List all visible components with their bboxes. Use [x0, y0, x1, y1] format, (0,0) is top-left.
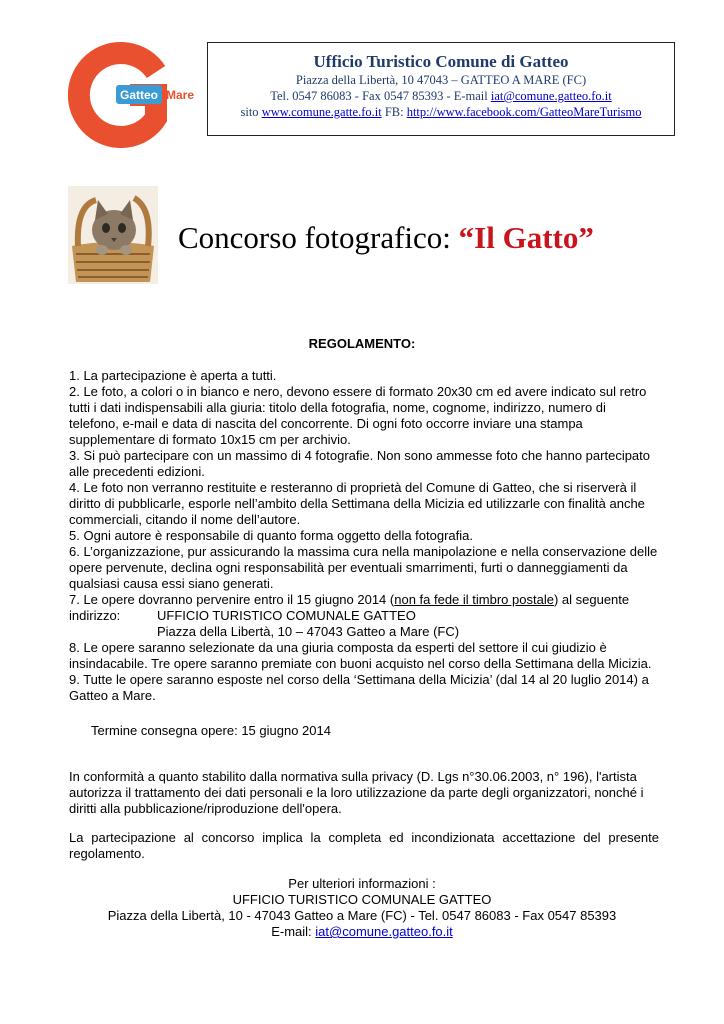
rules-list — [69, 368, 659, 704]
contact-address: Piazza della Libertà, 10 - 47043 Gatteo a Mare (FC) - Tel. 0547 86083 - Fax 0547 85393 — [107, 908, 617, 923]
rules-heading: REGOLAMENTO: — [308, 336, 416, 351]
rule-7-postmark-note: non fa fede il timbro postale — [394, 592, 554, 607]
header-email-link[interactable]: iat@comune.gatteo.fo.it — [490, 89, 612, 103]
address-street: Piazza della Libertà, 10 – 47043 Gatteo a Mare (FC) — [157, 624, 460, 639]
rule-6: 6. L’organizzazione, pur assicurando la massima cura nella manipolazione e nella conservazione delle opere pervenute, declina ogni responsabilità per eventuali smarrimenti, furti o danneggiamenti da qualsiasi causa essi siano generati. — [69, 544, 658, 591]
rule-3: 3. Si può partecipare con un massimo di 4 fotografie. Non sono ammesse foto che hanno partecipato alle precedenti edizioni. — [69, 448, 651, 479]
office-title: Ufficio Turistico Comune di Gatteo — [313, 52, 569, 71]
website-link[interactable]: www.comune.gatte.fo.it — [261, 105, 382, 119]
site-label: sito — [240, 105, 262, 119]
rule-7-text: 7. Le opere dovranno pervenire entro il 15 giugno 2014 ( — [69, 592, 395, 607]
contact-office: UFFICIO TURISTICO COMUNALE GATTEO — [232, 892, 492, 907]
contest-title-prefix: Concorso fotografico: — [178, 220, 459, 255]
cat-in-basket-image — [68, 186, 158, 284]
rule-5: 5. Ogni autore è responsabile di quanto forma oggetto della fotografia. — [69, 528, 473, 543]
rule-7-address — [69, 608, 659, 624]
contact-intro: Per ulteriori informazioni : — [288, 876, 436, 891]
logo-text-gatteo: Gatteo — [120, 88, 159, 102]
phone-fax-text: Tel. 0547 86083 - Fax 0547 85393 - E-mail — [270, 89, 491, 103]
address-office: UFFICIO TURISTICO COMUNALE GATTEO — [157, 608, 416, 623]
privacy-notice: In conformità a quanto stabilito dalla normativa sulla privacy (D. Lgs n°30.06.2003, n° 196), l'artista autorizza il trattamento dei dati personali e la loro utilizzazione da parte degli organizzatori, nonché i diritti alla pubblicazione/riproduzione dell'opera. — [69, 769, 644, 816]
logo-text-mare: Mare — [166, 88, 195, 102]
office-phone-line — [208, 88, 674, 104]
contact-info — [0, 876, 724, 940]
header-info-box — [207, 42, 675, 136]
address-label: indirizzo: — [69, 608, 121, 623]
rule-7 — [69, 592, 659, 608]
rule-8: 8. Le opere saranno selezionate da una giuria composta da esperti del settore il cui giudizio è insindacabile. Tre opere saranno premiate con buoni acquisto nel corso della Settimana della Micizia. — [69, 640, 652, 671]
rule-7-text-end: ) al seguente — [553, 592, 630, 607]
office-web-line — [208, 104, 674, 120]
deadline-note: Termine consegna opere: 15 giugno 2014 — [91, 723, 331, 738]
contact-email-link[interactable]: iat@comune.gatteo.fo.it — [315, 924, 453, 939]
rule-4: 4. Le foto non verranno restituite e resteranno di proprietà del Comune di Gatteo, che si riserverà il diritto di pubblicarle, esporle nell’ambito della Settimana della Micizia ed utilizzarle con finalità anche commerciali, citando il nome dell’autore. — [69, 480, 645, 527]
rule-9: 9. Tutte le opere saranno esposte nel corso della ‘Settimana della Micizia’ (dal 14 al 20 luglio 2014) a Gatteo a Mare. — [69, 672, 649, 703]
fb-label: FB: — [381, 105, 407, 119]
gatteo-mare-logo — [68, 40, 206, 148]
contest-title-name: “Il Gatto” — [458, 220, 594, 255]
contact-email-label: E-mail: — [271, 924, 316, 939]
contact-email-line — [0, 924, 724, 940]
rule-1: 1. La partecipazione è aperta a tutti. — [69, 368, 277, 383]
office-address: Piazza della Libertà, 10 47043 – GATTEO A MARE (FC) — [295, 73, 587, 87]
rule-2: 2. Le foto, a colori o in bianco e nero, devono essere di formato 20x30 cm ed avere indicato sul retro tutti i dati indispensabili alla giuria: titolo della fotografia, nome, cognome, indirizzo, numero di telefono, e-mail e data di nascita del concorrente. Di ogni foto occorre inviare una stampa supplementare di formato 10x15 cm per archivio. — [69, 384, 647, 447]
contest-title — [178, 218, 594, 258]
facebook-link[interactable]: http://www.facebook.com/GatteoMareTurismo — [406, 105, 642, 119]
acceptance-note: La partecipazione al concorso implica la completa ed incondizionata accettazione del presente regolamento. — [69, 830, 659, 861]
